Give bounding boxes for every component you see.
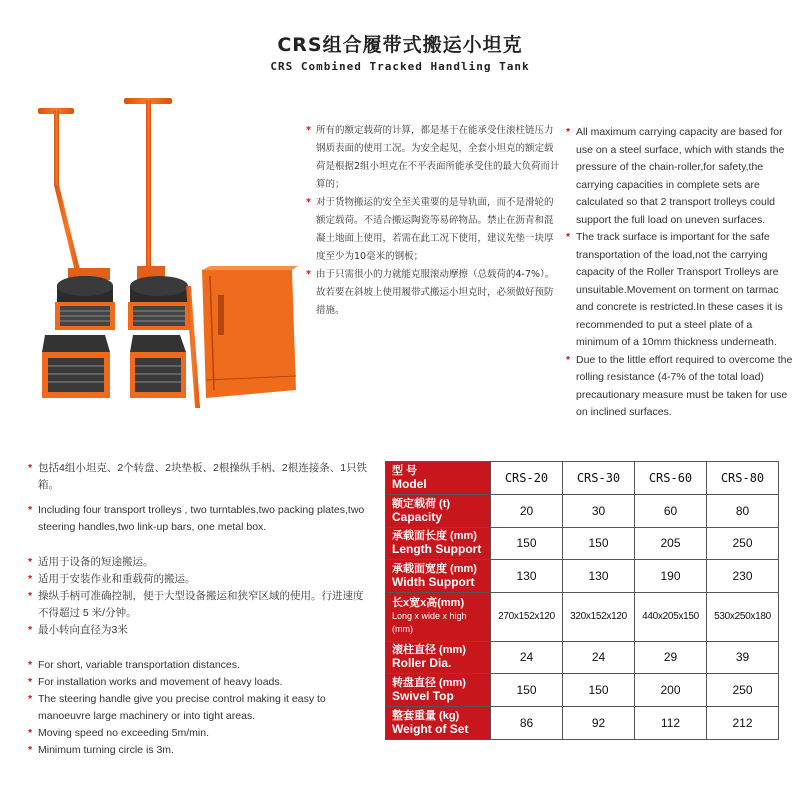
table-row-width-support [386, 560, 779, 593]
intro-cn-paragraph: * 由于只需很小的力就能克服滚动摩擦（总载荷的4-7%）。故若要在斜坡上使用履带式搬运小坦克时，必须做好预防措施。 [306, 269, 555, 316]
spec-table [385, 461, 779, 740]
list-item: * 包括4组小坦克、2个转盘、2块垫板、2根操纵手柄、2根连接条、1只铁箱。 [28, 462, 368, 491]
link-up-bar [186, 286, 200, 408]
model-cell: CRS-20 [491, 462, 563, 495]
table-cell: 24 [563, 641, 635, 674]
table-row-length-support [386, 527, 779, 560]
turntable-trolley-right [128, 266, 190, 330]
table-cell: 200 [635, 674, 707, 707]
table-row-weight [386, 707, 779, 740]
intro-cn [306, 122, 560, 320]
table-cell: 150 [491, 527, 563, 560]
table-row-swivel-top [386, 674, 779, 707]
table-header-cell: 承载面宽度 (mm) Width Support [386, 560, 491, 593]
list-item: * For installation works and movement of heavy loads. [28, 676, 283, 688]
table-cell: 112 [635, 707, 707, 740]
table-cell: 86 [491, 707, 563, 740]
steering-handle-left [38, 108, 82, 280]
product-image [30, 90, 300, 410]
table-header-cell: 额定载荷 (t) Capacity [386, 494, 491, 527]
list-item: * 适用于安装作业和重载荷的搬运。 [28, 573, 196, 585]
list-item: * For short, variable transportation distances. [28, 659, 240, 671]
table-row-dimensions [386, 593, 779, 642]
table-cell: 212 [707, 707, 779, 740]
table-cell: 30 [563, 494, 635, 527]
intro-cn-paragraph: * 对于货物搬运的安全至关重要的是导轨面，而不是滑轮的额定载荷。不适合搬运陶瓷等易碎物品。禁止在沥青和混凝土地面上使用，若需在此工况下使用，建议先垫一块厚度至少为10毫米的钢板； [306, 197, 554, 262]
table-cell: 150 [563, 527, 635, 560]
packing-plate-trolley-left [42, 335, 110, 398]
list-item: * 适用于设备的短途搬运。 [28, 556, 154, 568]
table-cell: 60 [635, 494, 707, 527]
intro-en [566, 124, 796, 422]
list-item: * The steering handle give you precise control making it easy to manoeuvre large machinery or into tight areas. [28, 693, 326, 722]
metal-box [202, 266, 298, 398]
page-subtitle: CRS Combined Tracked Handling Tank [270, 60, 530, 73]
table-header-cell: 转盘直径 (mm) Swivel Top [386, 674, 491, 707]
intro-en-paragraph: * All maximum carrying capacity are based for use on a steel surface, which with stands the pressure of the chain-roller,for safety,the carrying capacities in complete sets are calculated so that 2 transport trolleys could support the full load on uneven surfaces. [566, 126, 785, 226]
table-header-cell: 承载面长度 (mm) Length Support [386, 527, 491, 560]
table-cell: 130 [563, 560, 635, 593]
table-cell: 230 [707, 560, 779, 593]
table-cell: 150 [491, 674, 563, 707]
table-cell: 440x205x150 [635, 593, 707, 642]
table-cell: 190 [635, 560, 707, 593]
table-header-cell: 型 号 Model [386, 462, 491, 495]
steering-handle-right [124, 98, 172, 270]
table-row-roller-dia [386, 641, 779, 674]
intro-en-paragraph: * Due to the little effort required to overcome the rolling resistance (4-7% of the total load) precautionary measure must be taken for use on inclined surfaces. [566, 353, 793, 418]
table-header-cell: 整套重量 (kg) Weight of Set [386, 707, 491, 740]
intro-en-paragraph: * The track surface is important for the safe transportation of the load,not the carrying capacity of the Roller Transport Trolleys are unsuitable.Movement on torment on tarmac and concrete is restricted.In these cases it is recommended to put a steel plate of a minimum of a 10mm thickness underneath. [566, 231, 783, 348]
intro-cn-paragraph: * 所有的额定载荷的计算，都是基于在能承受住滚柱链压力钢质表面的使用工况。为安全起见，全套小坦克的额定载荷是根据2组小坦克在不平表面所能承受住的最大负荷而计算的； [306, 125, 560, 190]
table-cell: 250 [707, 527, 779, 560]
feature-list [28, 460, 373, 759]
turntable-trolley-left [55, 268, 115, 330]
table-header-cell: 滚柱直径 (mm) Roller Dia. [386, 641, 491, 674]
table-cell: 270x152x120 [491, 593, 563, 642]
table-row-model [386, 462, 779, 495]
table-cell: 20 [491, 494, 563, 527]
table-cell: 29 [635, 641, 707, 674]
table-cell: 92 [563, 707, 635, 740]
table-cell: 39 [707, 641, 779, 674]
table-cell: 205 [635, 527, 707, 560]
table-cell: 150 [563, 674, 635, 707]
table-cell: 320x152x120 [563, 593, 635, 642]
list-item: * 最小转向直径为3米 [28, 624, 128, 636]
table-cell: 250 [707, 674, 779, 707]
list-item: * Including four transport trolleys , two turntables,two packing plates,two steering handles,two link-up bars, one metal box. [28, 504, 365, 533]
table-cell: 24 [491, 641, 563, 674]
table-cell: 530x250x180 [707, 593, 779, 642]
page-title: CRS组合履带式搬运小坦克 [277, 34, 523, 56]
table-header-cell: 长x宽x高(mm) Long x wide x high (mm) [386, 593, 491, 642]
table-cell: 130 [491, 560, 563, 593]
model-cell: CRS-80 [707, 462, 779, 495]
list-item: * Minimum turning circle is 3m. [28, 744, 174, 756]
list-item: * Moving speed no exceeding 5m/min. [28, 727, 210, 739]
model-cell: CRS-30 [563, 462, 635, 495]
model-cell: CRS-60 [635, 462, 707, 495]
list-item: * 操纵手柄可准确控制，便于大型设备搬运和狭窄区域的使用。行进速度不得超过 5 米/分钟。 [28, 590, 364, 619]
packing-plate-trolley-right [130, 335, 186, 398]
table-row-capacity [386, 494, 779, 527]
table-cell: 80 [707, 494, 779, 527]
